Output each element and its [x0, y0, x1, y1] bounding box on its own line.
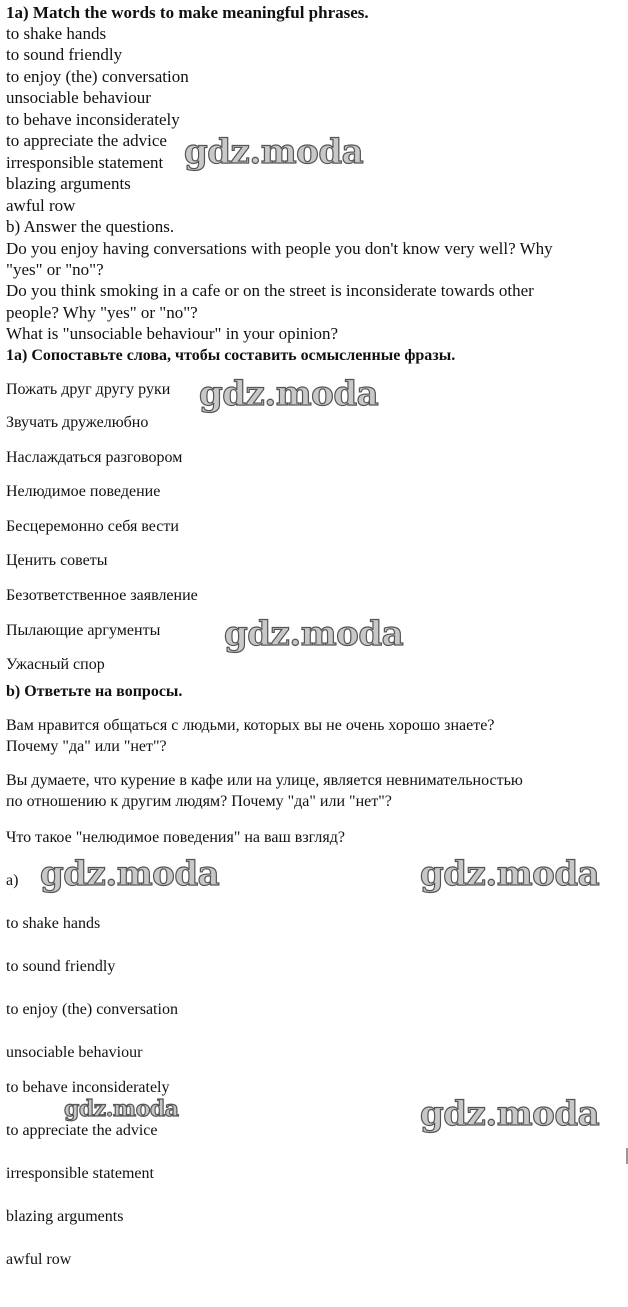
phrase-en: irresponsible statement	[6, 153, 164, 172]
watermark: gdz.moda	[199, 374, 379, 414]
phrase-en: to behave inconsiderately	[6, 110, 180, 129]
question-ru: Почему "да" или "нет"?	[6, 738, 167, 755]
answer-label: a)	[6, 872, 19, 889]
phrase-en: awful row	[6, 196, 76, 215]
question-en: "yes" or "no"?	[6, 260, 104, 279]
answer-phrase: to appreciate the advice	[6, 1122, 158, 1139]
answer-phrase: to shake hands	[6, 915, 101, 932]
phrase-en: unsociable behaviour	[6, 88, 151, 107]
subheading-en: b) Answer the questions.	[6, 217, 175, 236]
phrase-en: to sound friendly	[6, 45, 123, 64]
question-ru: по отношению к другим людям? Почему "да" или "нет"?	[6, 793, 392, 810]
watermark: gdz.moda	[420, 854, 600, 894]
phrase-ru: Безответственное заявление	[6, 587, 198, 604]
phrase-ru: Наслаждаться разговором	[6, 449, 183, 466]
watermark: gdz.moda	[64, 1096, 179, 1122]
question-ru: Вы думаете, что курение в кафе или на улице, является невнимательностью	[6, 772, 523, 789]
exercise-heading-en: 1a) Match the words to make meaningful phrases.	[6, 3, 369, 22]
phrase-en: to shake hands	[6, 24, 107, 43]
phrase-en: to appreciate the advice	[6, 131, 167, 150]
answer-phrase: to enjoy (the) conversation	[6, 1001, 178, 1018]
answer-phrase: irresponsible statement	[6, 1165, 154, 1182]
watermark: gdz.moda	[184, 132, 364, 172]
phrase-ru: Звучать дружелюбно	[6, 414, 149, 431]
answer-phrase: blazing arguments	[6, 1208, 124, 1225]
exercise-heading-ru: 1a) Сопоставьте слова, чтобы составить осмысленные фразы.	[6, 347, 456, 364]
phrase-ru: Бесцеремонно себя вести	[6, 518, 179, 535]
question-ru: Вам нравится общаться с людьми, которых вы не очень хорошо знаете?	[6, 717, 495, 734]
phrase-ru: Нелюдимое поведение	[6, 483, 161, 500]
phrase-en: to enjoy (the) conversation	[6, 67, 189, 86]
watermark: gdz.moda	[420, 1094, 600, 1134]
phrase-ru: Ужасный спор	[6, 656, 105, 673]
subheading-ru: b) Ответьте на вопросы.	[6, 683, 183, 700]
phrase-ru: Пылающие аргументы	[6, 622, 161, 639]
answer-phrase: to behave inconsiderately	[6, 1079, 170, 1096]
phrase-en: blazing arguments	[6, 174, 131, 193]
question-en: Do you enjoy having conversations with people you don't know very well? Why	[6, 239, 553, 258]
question-en: people? Why "yes" or "no"?	[6, 303, 198, 322]
phrase-ru: Ценить советы	[6, 552, 108, 569]
answer-phrase: awful row	[6, 1251, 72, 1268]
watermark: gdz.moda	[224, 614, 404, 654]
question-ru: Что такое "нелюдимое поведения" на ваш взгляд?	[6, 829, 345, 846]
phrase-ru: Пожать друг другу руки	[6, 381, 171, 398]
watermark: gdz.moda	[40, 854, 220, 894]
answer-phrase: unsociable behaviour	[6, 1044, 143, 1061]
question-en: What is "unsociable behaviour" in your opinion?	[6, 324, 339, 343]
question-en: Do you think smoking in a cafe or on the street is inconsiderate towards other	[6, 281, 534, 300]
answer-phrase: to sound friendly	[6, 958, 116, 975]
